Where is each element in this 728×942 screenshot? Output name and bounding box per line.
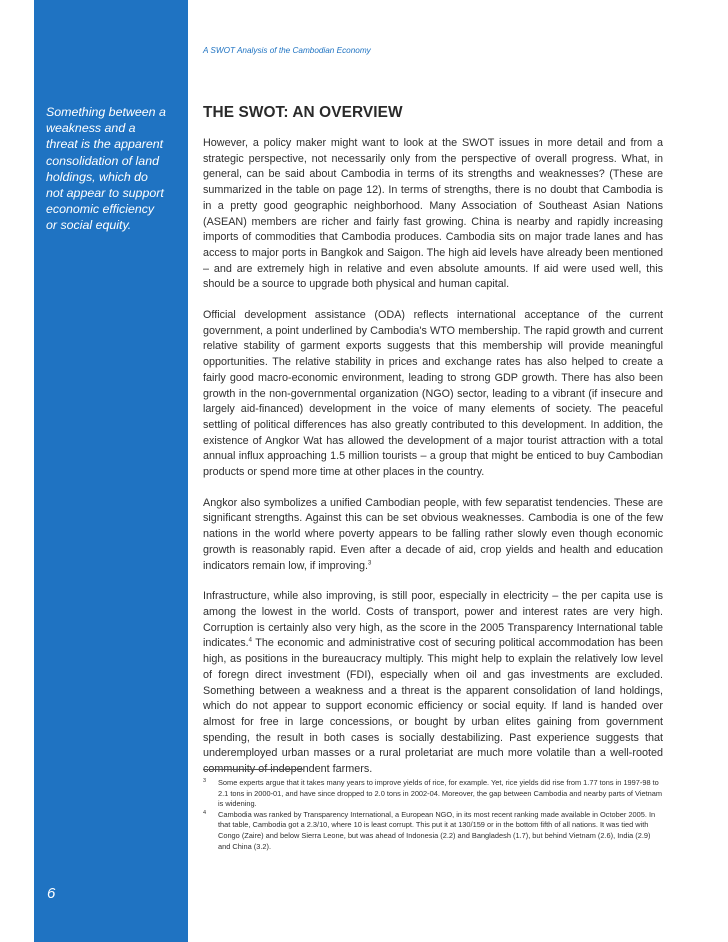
running-header: A SWOT Analysis of the Cambodian Economy (203, 46, 371, 55)
paragraph-1: However, a policy maker might want to look at the SWOT issues in more detail and from a strategic perspective, not necessarily only from the perspective of overall progress. What, in general, can be said about Cambodia in terms of its strengths and weaknesses? (These are summarized in the table on page 12). In terms of strengths, there is no doubt that Cambodia is in a pretty good geographic neighborhood. Many Association of Southeast Asian Nations (ASEAN) members are richer and fairly fast growing. China is nearby and rapidly increasing imports of commodities that Cambodia produces. Cambodia sits on major trade lanes and has access to major ports in Bangkok and Saigon. The high aid levels have already been mentioned – and are extremely high in relative and even absolute amounts. If aid were used well, this should be a source to upgrade both physical and human capital. (203, 137, 663, 291)
footnote-number: 4 (203, 809, 207, 816)
footnote-number: 3 (203, 778, 207, 784)
pullquote: Something between a weakness and a threat is the apparent consolidation of land holdings, which do not appear to support economic efficiency or social equity. (46, 105, 166, 233)
footnote-4 (203, 810, 663, 852)
page-number: 6 (47, 885, 56, 902)
paragraph-3 (203, 496, 663, 575)
footnotes (203, 778, 663, 852)
paragraph-4-text-a: Infrastructure, while also improving, is still poor, especially in electricity – the per capita use is among the lowest in the world. Costs of transport, power and interest rates are very high. Corruption is certainly also very high, as the score in the 2005 Transparency International table indicates. (203, 590, 663, 650)
paragraph-3-text: Angkor also symbolizes a unified Cambodian people, with few separatist tendencies. These are significant strengths. Against this can be set obvious weaknesses. Cambodia is one of the few nations in the world where poverty appears to be falling rather slowly even though economic growth is reasonably rapid. Even after a decade of aid, crop yields and health and education indicators remain low, if improving. (203, 496, 663, 572)
footnote-text: Cambodia was ranked by Transparency International, a European NGO, in its most recent ranking made available in October 2005. In that table, Cambodia got a 2.3/10, where 10 is least corrupt. This put it at 130/159 or in the bottom fifth of all nations. It was tied with Congo (Zaire) and below Sierra Leone, but was ahead of Indonesia (2.2) and Bangladesh (1.7), but behind Vietnam (2.6), India (2.9) and China (3.2). (218, 809, 656, 851)
paragraph-4 (203, 589, 663, 777)
paragraph-4-text-b: The economic and administrative cost of securing political accommodation has been high, as positions in the bureaucracy multiply. This might help to explain the relatively low level of foregn direct investment (FDI), especially when oil and gas investments are excluded. Something between a weakness and a threat is the apparent consolidation of land holdings, which do not appear to support economic efficiency or social equity. If land is handed over almost for free in large concessions, or bought by urban elites gaining from government spending, the result in both cases is socially destabilizing. Past experience suggests that underemployed urban masses or a rural proletariat are much more volatile than a well-rooted community of independent farmers. (203, 637, 663, 776)
main-content (203, 104, 663, 793)
section-title: THE SWOT: AN OVERVIEW (203, 104, 403, 121)
footnote-ref-3[interactable]: 3 (368, 559, 372, 566)
footnote-ref-4[interactable]: 4 (248, 637, 252, 644)
footnote-3 (203, 778, 663, 810)
footnote-divider (203, 769, 303, 770)
footnote-text: Some experts argue that it takes many years to improve yields of rice, for example. Yet, rice yields did rise from 1.77 tons in 1997-98 to 2.1 tons in 2000-01, and have since dropped to 2.0 tons in 2002-04. Moreover, the gap between Cambodia and nearby parts of Vietnam is widening. (218, 778, 663, 809)
paragraph-2: Official development assistance (ODA) reflects international acceptance of the current government, a point underlined by Cambodia's WTO membership. The rapid growth and current relative stability of garment exports suggests that this membership will provide meaningful opportunities. The relative stability in prices and exchange rates has also helped to create a fairly good macro-economic environment, leading to strong GDP growth. There has also been growth in the non-governmental organization (NGO) sector, leading to a vibrant (if insecure and largely aid-financed) development in the voice of many elements of society. The peaceful settling of political differences has also greatly contributed to this development. In addition, the existence of Angkor Wat has allowed the development of a major tourist attraction with a total annual influx approaching 1.5 million tourists – a group that might be enticed to buy Cambodian products or spend more time at other places in the country. (203, 309, 663, 479)
